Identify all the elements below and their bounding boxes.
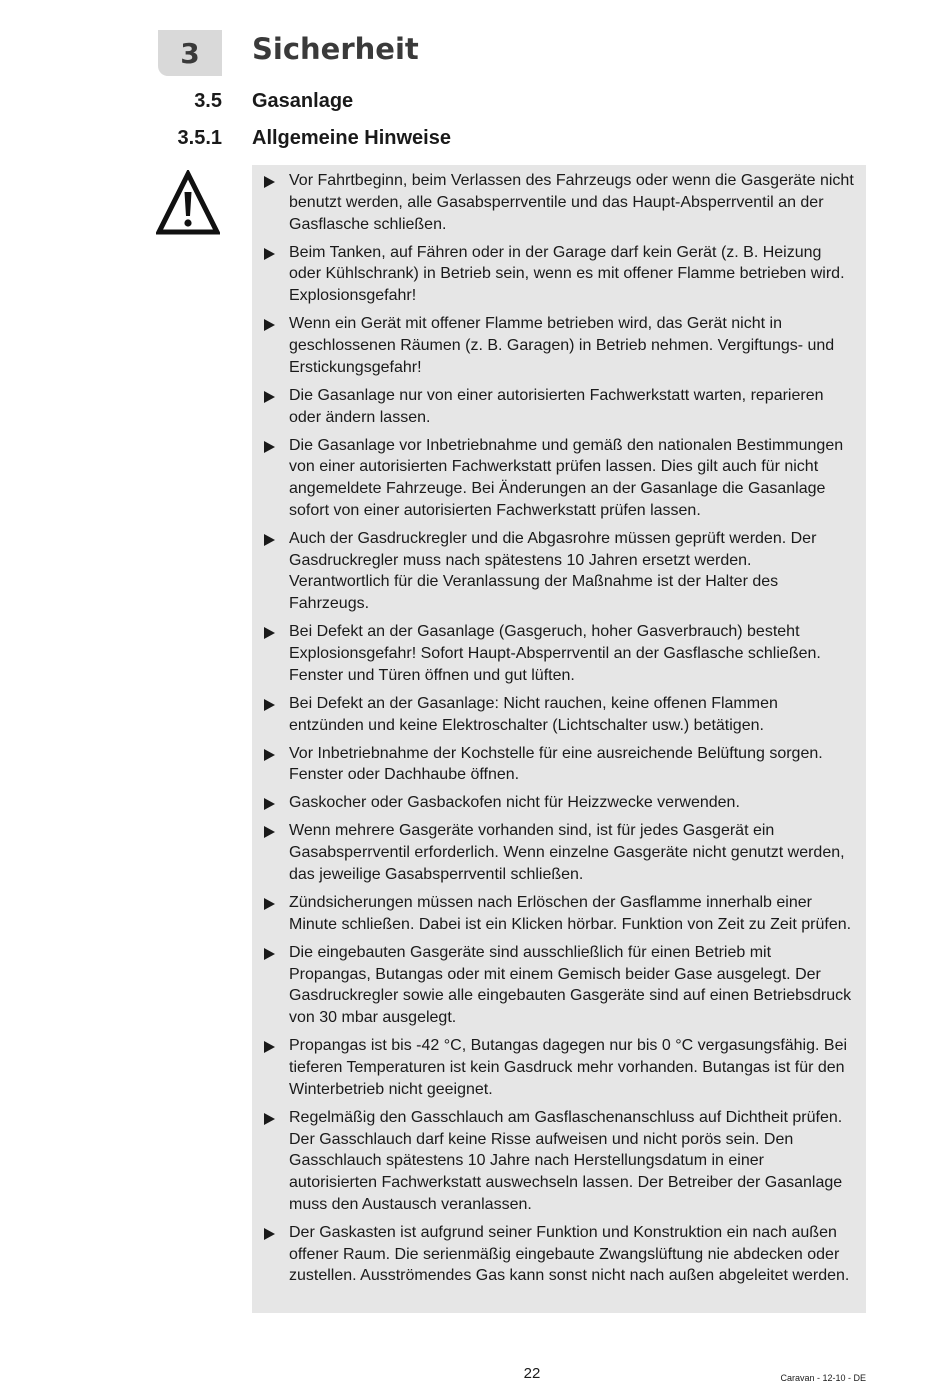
list-item-text: Regelmäßig den Gasschlauch am Gasflaschenanschluss auf Dichtheit prüfen. Der Gasschlauch darf keine Risse aufweisen und nicht porös sein. Den Gasschlauch spätestens 10 Jahre nach Herstellungsdatum in einer autorisierten Fachwerkstatt auswechseln lassen. Der Betreiber der Gasanlage muss den Austausch veranlassen. [289, 1108, 843, 1213]
bullet-arrow-icon [264, 534, 275, 546]
list-item [264, 621, 856, 686]
list-item-text: Die eingebauten Gasgeräte sind ausschließlich für einen Betrieb mit Propangas, Butangas oder mit einem Gemisch beider Gase ausgelegt. Der Gasdruckregler sowie alle eingebauten Gasgeräte sind auf einen Betriebsdruck von 30 mbar ausgelegt. [289, 943, 852, 1027]
bullet-arrow-icon [264, 1041, 275, 1053]
list-item-text: Die Gasanlage vor Inbetriebnahme und gemäß den nationalen Bestimmungen von einer autorisierten Fachwerkstatt prüfen lassen. Dies gilt auch für nicht angemeldete Fahrzeuge. Bei Änderungen an der Gasanlage die Gasanlage sofort von einer autorisierten Fachwerkstatt prüfen lassen. [289, 436, 844, 519]
bullet-arrow-icon [264, 798, 275, 810]
list-item [264, 242, 856, 307]
bullet-arrow-icon [264, 1113, 275, 1125]
bullet-arrow-icon [264, 826, 275, 838]
list-item [264, 170, 856, 235]
subsection-number: 3.5.1 [177, 127, 222, 149]
bullet-arrow-icon [264, 441, 275, 453]
list-item [264, 528, 856, 615]
list-item [264, 792, 856, 814]
list-item [264, 1035, 856, 1100]
list-item-text: Vor Fahrtbeginn, beim Verlassen des Fahrzeugs oder wenn die Gasgeräte nicht benutzt werden, alle Gasabsperrventile und das Haupt-Absperrventil an der Gasflasche schließen. [289, 172, 854, 233]
bullet-arrow-icon [264, 319, 275, 331]
bullet-arrow-icon [264, 176, 275, 188]
list-item [264, 743, 856, 787]
section-title: Gasanlage [252, 90, 354, 112]
chapter-number: 3 [158, 30, 222, 76]
list-item [264, 385, 856, 429]
bullet-arrow-icon [264, 627, 275, 639]
list-item-text: Propangas ist bis -42 °C, Butangas dagegen nur bis 0 °C vergasungsfähig. Bei tieferen Temperaturen ist kein Gasdruck mehr vorhanden. Butangas ist für den Winterbetrieb nicht geeignet. [289, 1037, 848, 1098]
list-item-text: Wenn ein Gerät mit offener Flamme betrieben wird, das Gerät nicht in geschlossenen Räumen (z. B. Garagen) in Betrieb nehmen. Vergiftungs- und Erstickungsgefahr! [289, 315, 835, 376]
list-item [264, 892, 856, 936]
list-item-text: Wenn mehrere Gasgeräte vorhanden sind, ist für jedes Gasgerät ein Gasabsperrventil erforderlich. Wenn einzelne Gasgeräte nicht genutzt werden, das jeweilige Gasabsperrventil schließen. [289, 822, 845, 883]
list-item [264, 693, 856, 737]
section-number: 3.5 [194, 90, 222, 112]
list-item-text: Zündsicherungen müssen nach Erlöschen der Gasflamme innerhalb einer Minute schließen. Dabei ist ein Klicken hörbar. Funktion von Zeit zu Zeit prüfen. [289, 893, 852, 933]
list-item [264, 942, 856, 1029]
subsection-title: Allgemeine Hinweise [252, 127, 451, 149]
list-item [264, 435, 856, 522]
bullet-arrow-icon [264, 1228, 275, 1240]
list-item-text: Bei Defekt an der Gasanlage (Gasgeruch, hoher Gasverbrauch) besteht Explosionsgefahr! Sofort Haupt-Absperrventil an der Gasflasche schließen. Fenster und Türen öffnen und gut lüften. [289, 623, 821, 684]
page-number: 22 [523, 1365, 541, 1382]
safety-list [264, 170, 856, 1287]
list-item [264, 1222, 856, 1287]
list-item-text: Auch der Gasdruckregler und die Abgasrohre müssen geprüft werden. Der Gasdruckregler muss nach spätestens 10 Jahren ersetzt werden. Verantwortlich für die Veranlassung der Maßnahme ist der Halter des Fahrzeugs. [289, 529, 817, 613]
bullet-arrow-icon [264, 948, 275, 960]
list-item-text: Bei Defekt an der Gasanlage: Nicht rauchen, keine offenen Flammen entzünden und keine Elektroschalter (Lichtschalter usw.) betätigen. [289, 694, 778, 734]
document-id: Caravan - 12-10 - DE [780, 1373, 866, 1383]
bullet-arrow-icon [264, 248, 275, 260]
list-item [264, 313, 856, 378]
list-item [264, 820, 856, 885]
bullet-arrow-icon [264, 749, 275, 761]
list-item-text: Vor Inbetriebnahme der Kochstelle für eine ausreichende Belüftung sorgen. Fenster oder Dachhaube öffnen. [289, 744, 823, 784]
list-item-text: Gaskocher oder Gasbackofen nicht für Heizzwecke verwenden. [289, 794, 740, 812]
safety-notice-box [252, 165, 866, 1313]
list-item [264, 1107, 856, 1216]
list-item-text: Die Gasanlage nur von einer autorisierten Fachwerkstatt warten, reparieren oder ändern lassen. [289, 386, 824, 426]
bullet-arrow-icon [264, 898, 275, 910]
list-item-text: Beim Tanken, auf Fähren oder in der Garage darf kein Gerät (z. B. Heizung oder Kühlschrank) in Betrieb sein, wenn es mit offener Flamme betrieben wird. Explosionsgefahr! [289, 243, 845, 305]
chapter-title: Sicherheit [252, 32, 419, 66]
bullet-arrow-icon [264, 391, 275, 403]
warning-triangle-icon [156, 170, 220, 236]
list-item-text: Der Gaskasten ist aufgrund seiner Funktion und Konstruktion ein nach außen offener Raum. Die serienmäßig eingebaute Zwangslüftung nie abdecken oder zustellen. Ausströmendes Gas kann sonst nicht nach außen abgeleitet werden. [289, 1223, 850, 1285]
bullet-arrow-icon [264, 699, 275, 711]
